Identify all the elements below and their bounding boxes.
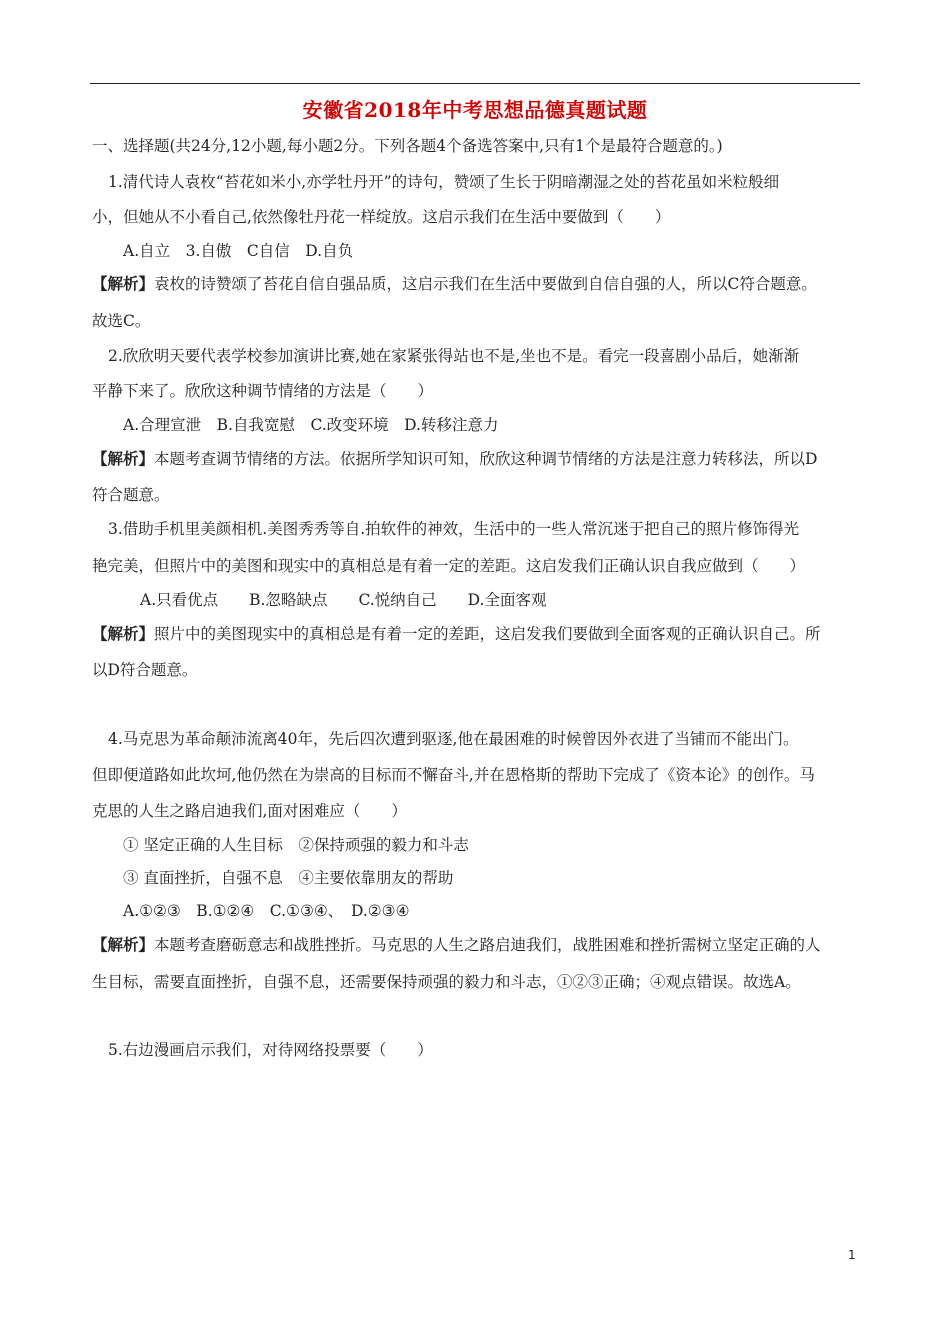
q4-line-3: 克思的人生之路启迪我们,面对困难应（ ） xyxy=(92,802,407,820)
q4-line-2: 但即便道路如此坎坷,他仍然在为崇高的目标而不懈奋斗,并在恩格斯的帮助下完成了《资本论》的创作。马 xyxy=(92,766,815,784)
q4-options: A.①②③ B.①②④ C.①③④、 D.②③④ xyxy=(123,902,410,920)
q4-item-2: ③ 直面挫折，自强不息 ④主要依靠朋友的帮助 xyxy=(123,869,454,887)
q2-analysis xyxy=(92,449,868,469)
q2-line-1: 2.欣欣明天要代表学校参加演讲比赛,她在家紧张得站也不是,坐也不是。看完一段喜剧小品后，她渐渐 xyxy=(108,347,800,365)
q3-analysis-2: 以D符合题意。 xyxy=(92,661,198,679)
q4-line-1: 4.马克思为革命颠沛流离40年，先后四次遭到驱逐,他在最困难的时候曾因外衣进了当铺而不能出门。 xyxy=(108,730,799,748)
header-rule xyxy=(90,83,860,84)
q1-analysis-2: 故选C。 xyxy=(92,312,151,330)
q1-line-2: 小，但她从不小看自己,依然像牡丹花一样绽放。这启示我们在生活中要做到（ ） xyxy=(92,208,671,226)
q2-analysis-2: 符合题意。 xyxy=(92,486,170,504)
q1-analysis-text: 袁枚的诗赞颂了苔花自信自强品质，这启示我们在生活中要做到自信自强的人，所以C符合题意。 xyxy=(154,275,817,293)
analysis-label: 【解析】 xyxy=(92,624,155,643)
q1-analysis xyxy=(92,274,868,294)
q4-analysis-2: 生目标，需要直面挫折，自强不息，还需要保持顽强的毅力和斗志，①②③正确；④观点错误。故选A。 xyxy=(92,973,801,991)
q2-analysis-text: 本题考查调节情绪的方法。依据所学知识可知，欣欣这种调节情绪的方法是注意力转移法，所以D xyxy=(154,450,818,468)
q3-line-1: 3.借助手机里美颜相机.美图秀秀等自.拍软件的神效，生活中的一些人常沉迷于把自己的照片修饰得光 xyxy=(108,520,800,538)
q4-analysis-text: 本题考查磨砺意志和战胜挫折。马克思的人生之路启迪我们，战胜困难和挫折需树立坚定正确的人 xyxy=(154,936,821,954)
q4-analysis xyxy=(92,935,868,955)
section-intro: 一、选择题(共24分,12小题,每小题2分。下列各题4个备选答案中,只有1个是最符合题意的。) xyxy=(92,137,723,155)
q3-analysis-text: 照片中的美图现实中的真相总是有着一定的差距，这启发我们要做到全面客观的正确认识自己。所 xyxy=(154,625,821,643)
q3-analysis xyxy=(92,624,868,644)
q3-options: A.只看优点 B.忽略缺点 C.悦纳自己 D.全面客观 xyxy=(140,591,547,609)
q4-item-1: ① 坚定正确的人生目标 ②保持顽强的毅力和斗志 xyxy=(123,836,469,854)
page-number: 1 xyxy=(848,1248,856,1262)
document-title: 安徽省2018年中考思想品德真题试题 xyxy=(302,98,648,122)
analysis-label: 【解析】 xyxy=(92,449,155,468)
analysis-label: 【解析】 xyxy=(92,935,155,954)
q2-options: A.合理宣泄 B.自我宽慰 C.改变环境 D.转移注意力 xyxy=(123,416,499,434)
q1-line-1: 1.清代诗人袁枚“苔花如米小,亦学牡丹开”的诗句，赞颂了生长于阴暗潮湿之处的苔花虽如米粒般细 xyxy=(108,173,780,191)
analysis-label: 【解析】 xyxy=(92,274,155,293)
q1-options: A.自立 3.自傲 C自信 D.自负 xyxy=(123,242,354,260)
q3-line-2: 艳完美，但照片中的美图和现实中的真相总是有着一定的差距。这启发我们正确认识自我应做到（ ） xyxy=(92,557,806,575)
q5-line-1: 5.右边漫画启示我们，对待网络投票要（ ） xyxy=(108,1041,433,1059)
q2-line-2: 平静下来了。欣欣这种调节情绪的方法是（ ） xyxy=(92,382,434,400)
